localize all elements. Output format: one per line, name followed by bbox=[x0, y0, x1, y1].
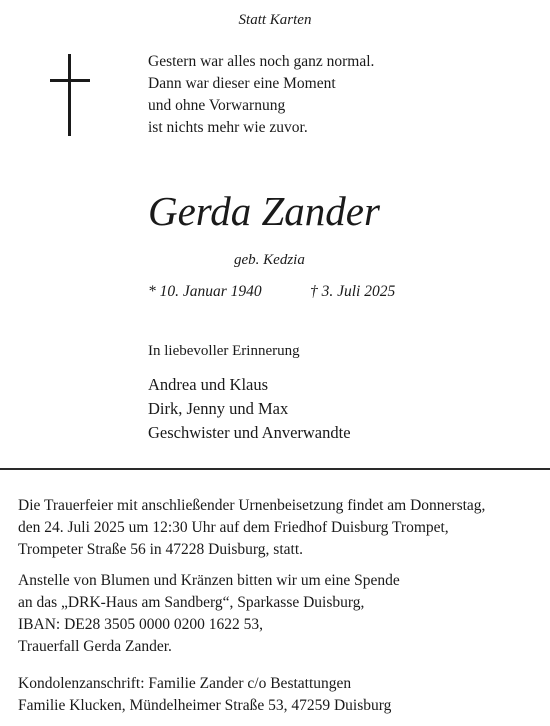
mourners-list bbox=[148, 373, 351, 445]
death-date: † 3. Juli 2025 bbox=[310, 283, 396, 300]
poem-line: Gestern war alles noch ganz normal. bbox=[148, 53, 375, 70]
poem-line: und ohne Vorwarnung bbox=[148, 97, 286, 114]
donation-line: Trauerfall Gerda Zander. bbox=[18, 638, 172, 655]
section-divider bbox=[0, 468, 550, 470]
deceased-name: Gerda Zander bbox=[148, 188, 380, 234]
header-text: Statt Karten bbox=[238, 12, 312, 28]
poem-line: Dann war dieser eine Moment bbox=[148, 75, 336, 92]
poem-line: ist nichts mehr wie zuvor. bbox=[148, 119, 308, 136]
poem bbox=[148, 51, 374, 139]
mourner: Dirk, Jenny und Max bbox=[148, 399, 289, 418]
condolence-address bbox=[18, 673, 391, 717]
condolence-line: Kondolenzanschrift: Familie Zander c/o Bestattungen bbox=[18, 675, 352, 692]
cross-horizontal-bar bbox=[50, 79, 90, 82]
birth-name: geb. Kedzia bbox=[234, 252, 305, 268]
donation-line: Anstelle von Blumen und Kränzen bitten wir um eine Spende bbox=[18, 572, 400, 589]
ceremony-line: Die Trauerfeier mit anschließender Urnenbeisetzung findet am Donnerstag, bbox=[18, 497, 486, 514]
memory-line: In liebevoller Erinnerung bbox=[148, 343, 300, 359]
ceremony-line: Trompeter Straße 56 in 47228 Duisburg, statt. bbox=[18, 541, 304, 558]
donation-info bbox=[18, 570, 400, 658]
life-dates bbox=[148, 283, 396, 301]
donation-line: an das „DRK-Haus am Sandberg“, Sparkasse Duisburg, bbox=[18, 594, 365, 611]
birth-date: * 10. Januar 1940 bbox=[148, 283, 262, 300]
ceremony-line: den 24. Juli 2025 um 12:30 Uhr auf dem Friedhof Duisburg Trompet, bbox=[18, 519, 449, 536]
condolence-line: Familie Klucken, Mündelheimer Straße 53, 47259 Duisburg bbox=[18, 697, 392, 714]
latin-cross-icon bbox=[50, 54, 90, 136]
donation-line: IBAN: DE28 3505 0000 0200 1622 53, bbox=[18, 616, 263, 633]
ceremony-info bbox=[18, 495, 485, 561]
mourner: Geschwister und Anverwandte bbox=[148, 423, 351, 442]
cross-vertical-bar bbox=[68, 54, 71, 136]
mourner: Andrea und Klaus bbox=[148, 375, 269, 394]
